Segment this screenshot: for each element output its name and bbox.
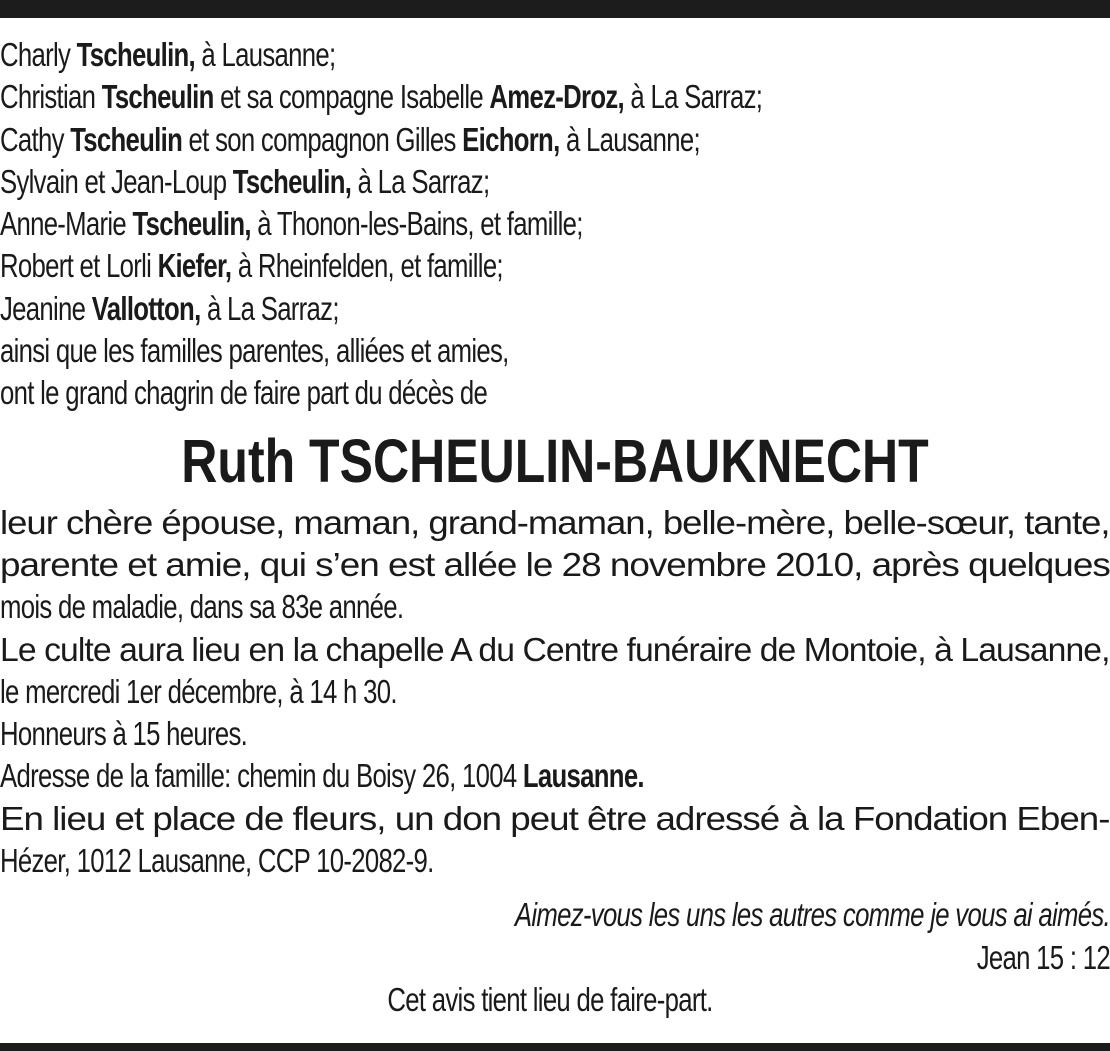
donation-line: Hézer, 1012 Lausanne, CCP 10-2082-9. bbox=[0, 842, 434, 880]
intro-line: ainsi que les familles parentes, alliées et amies, bbox=[0, 332, 509, 370]
obituary-notice bbox=[0, 34, 1110, 1021]
family-line: Cathy Tscheulin et son compagnon Gilles Eichorn, à Lausanne; bbox=[0, 120, 700, 158]
family-line: Charly Tscheulin, à Lausanne; bbox=[0, 36, 336, 73]
donation-line: En lieu et place de fleurs, un don peut être adressé à la Fondation Eben- bbox=[0, 799, 1110, 837]
bottom-rule bbox=[0, 1043, 1110, 1051]
body-line: mois de maladie, dans sa 83e année. bbox=[0, 588, 404, 626]
body-line: Le culte aura lieu en la chapelle A du Centre funéraire de Montoie, à Lausanne, bbox=[0, 630, 1110, 668]
body-line: Honneurs à 15 heures. bbox=[0, 715, 248, 753]
body-line: parente et amie, qui s’en est allée le 28 novembre 2010, après quelques bbox=[0, 545, 1110, 583]
top-rule bbox=[0, 0, 1110, 18]
family-line: Jeanine Vallotton, à La Sarraz; bbox=[0, 289, 339, 327]
family-line: Anne-Marie Tscheulin, à Thonon-les-Bains, et famille; bbox=[0, 205, 583, 243]
family-line: Sylvain et Jean-Loup Tscheulin, à La Sarraz; bbox=[0, 162, 490, 200]
bible-quote: Aimez-vous les uns les autres comme je vous ai aimés. bbox=[514, 896, 1110, 934]
family-line: Christian Tscheulin et sa compagne Isabelle Amez-Droz, à La Sarraz; bbox=[0, 78, 763, 116]
body-line: le mercredi 1er décembre, à 14 h 30. bbox=[0, 672, 397, 710]
closing-note: Cet avis tient lieu de faire-part. bbox=[387, 980, 713, 1018]
family-address: Adresse de la famille: chemin du Boisy 26, 1004 Lausanne. bbox=[0, 757, 644, 795]
bible-reference: Jean 15 : 12 bbox=[976, 938, 1110, 976]
family-line: Robert et Lorli Kiefer, à Rheinfelden, et famille; bbox=[0, 247, 503, 285]
deceased-name: Ruth TSCHEULIN-BAUKNECHT bbox=[181, 426, 929, 495]
body-line: leur chère épouse, maman, grand-maman, belle-mère, belle-sœur, tante, bbox=[0, 503, 1110, 541]
intro-line: ont le grand chagrin de faire part du décès de bbox=[0, 374, 488, 412]
